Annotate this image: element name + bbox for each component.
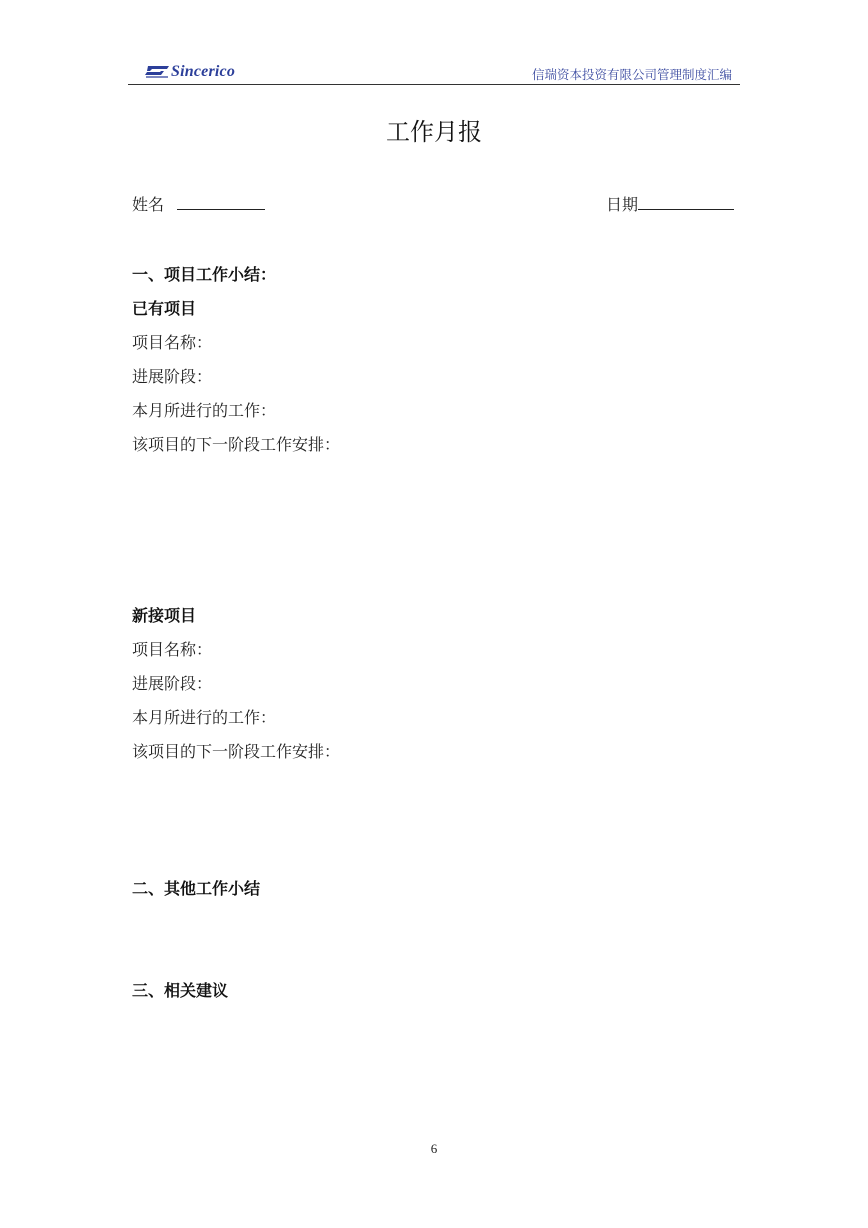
logo-text: Sincerico — [171, 63, 236, 80]
existing-project-name-label: 项目名称： — [132, 333, 213, 352]
section-1-heading: 一、项目工作小结： — [132, 265, 277, 284]
page-header — [128, 60, 740, 85]
new-monthly-work-label: 本月所进行的工作： — [132, 708, 277, 727]
new-projects-heading: 新接项目 — [132, 606, 197, 625]
page-number: 6 — [430, 1141, 438, 1156]
existing-next-plan-label: 该项目的下一阶段工作安排： — [132, 435, 341, 454]
new-project-name-label: 项目名称： — [132, 640, 213, 659]
name-label: 姓名 — [132, 195, 165, 214]
existing-monthly-work-label: 本月所进行的工作： — [132, 401, 277, 420]
page-title: 工作月报 — [386, 118, 482, 146]
new-progress-label: 进展阶段： — [132, 674, 213, 693]
existing-progress-label: 进展阶段： — [132, 367, 213, 386]
company-manual-title: 信瑞资本投资有限公司管理制度汇编 — [531, 67, 732, 82]
name-field — [132, 192, 265, 215]
section-2-heading: 二、其他工作小结 — [132, 879, 261, 898]
existing-projects-heading: 已有项目 — [132, 299, 197, 318]
section-3-heading: 三、相关建议 — [132, 981, 229, 1000]
sincerico-logo-icon — [144, 65, 170, 79]
date-blank-line — [638, 197, 734, 210]
name-blank-line — [177, 197, 265, 210]
company-logo — [144, 62, 235, 82]
date-label: 日期 — [606, 195, 639, 214]
new-next-plan-label: 该项目的下一阶段工作安排： — [132, 742, 341, 761]
date-field — [606, 192, 734, 215]
